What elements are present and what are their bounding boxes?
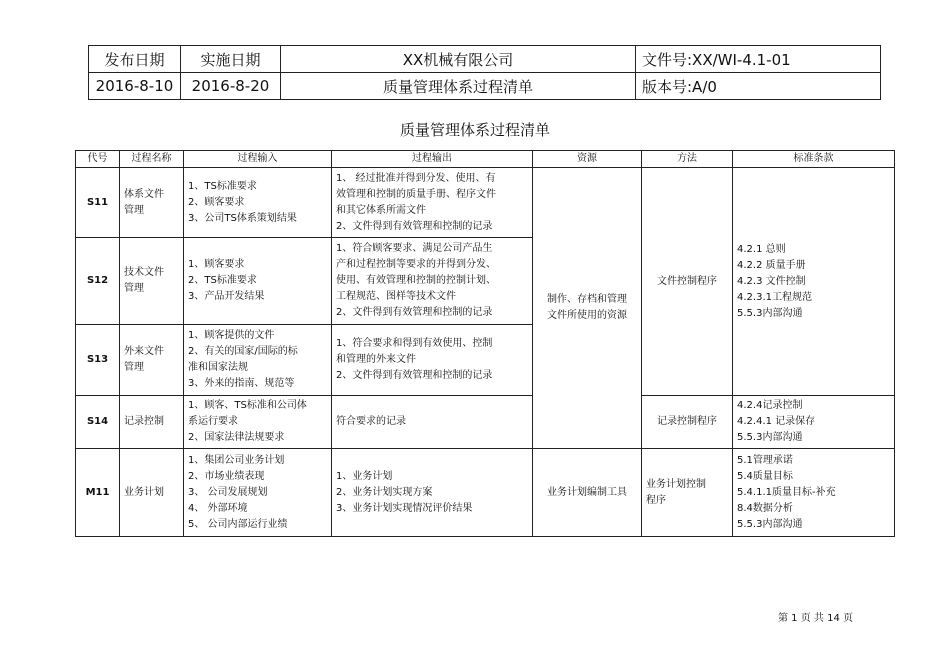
col-clause: 标准条款	[733, 151, 895, 168]
page-number: 第 1 页 共 14 页	[778, 613, 853, 624]
process-code: S11	[76, 168, 120, 238]
clauses-docs: 4.2.1 总则 4.2.2 质量手册 4.2.3 文件控制 4.2.3.1工程规范 5.5.3内部沟通	[733, 168, 895, 396]
col-output: 过程输出	[332, 151, 533, 168]
process-outputs: 1、符合顾客要求、满足公司产品生 产和过程控制等要求的并得到分发、 使用、有效管理和控制的控制计划、 工程规范、图样等技术文件 2、文件得到有效管理和控制的记录	[332, 238, 533, 325]
process-inputs: 1、集团公司业务计划 2、市场业绩表现 3、 公司发展规划 4、 外部环境 5、 公司内部运行业绩	[184, 449, 332, 537]
resource-plan: 业务计划编制工具	[533, 449, 642, 537]
process-inputs: 1、顾客要求 2、TS标准要求 3、产品开发结果	[184, 238, 332, 325]
process-inputs: 1、顾客提供的文件 2、有关的国家/国际的标 准和国家法规 3、外来的指南、规范等	[184, 325, 332, 396]
col-process-name: 过程名称	[120, 151, 184, 168]
process-name: 体系文件 管理	[120, 168, 184, 238]
issue-date-label: 发布日期	[89, 46, 181, 73]
doc-name: 质量管理体系过程清单	[281, 73, 636, 100]
version: 版本号:A/0	[636, 73, 881, 100]
process-outputs: 符合要求的记录	[332, 396, 533, 449]
process-code: M11	[76, 449, 120, 537]
process-name: 业务计划	[120, 449, 184, 537]
table-row	[76, 449, 895, 537]
clauses-record: 4.2.4记录控制 4.2.4.1 记录保存 5.5.3内部沟通	[733, 396, 895, 449]
process-name: 外来文件 管理	[120, 325, 184, 396]
col-input: 过程输入	[184, 151, 332, 168]
document-header	[88, 45, 881, 100]
method-plan-control: 业务计划控制 程序	[642, 449, 733, 537]
table-header-row	[76, 151, 895, 168]
process-code: S13	[76, 325, 120, 396]
process-code: S12	[76, 238, 120, 325]
process-name: 记录控制	[120, 396, 184, 449]
method-record-control: 记录控制程序	[642, 396, 733, 449]
process-outputs: 1、 经过批准并得到分发、使用、有 效管理和控制的质量手册、程序文件 和其它体系所需文件 2、文件得到有效管理和控制的记录	[332, 168, 533, 238]
page-title: 质量管理体系过程清单	[399, 121, 550, 139]
process-outputs: 1、业务计划 2、业务计划实现方案 3、业务计划实现情况评价结果	[332, 449, 533, 537]
col-method: 方法	[642, 151, 733, 168]
issue-date: 2016-8-10	[89, 73, 181, 100]
table-row	[76, 396, 895, 449]
process-inputs: 1、TS标准要求 2、顾客要求 3、公司TS体系策划结果	[184, 168, 332, 238]
resource-docs: 制作、存档和管理 文件所使用的资源	[533, 168, 642, 449]
company-name: XX机械有限公司	[281, 46, 636, 73]
process-table	[75, 150, 895, 537]
impl-date: 2016-8-20	[181, 73, 281, 100]
col-resource: 资源	[533, 151, 642, 168]
table-row	[76, 168, 895, 238]
col-code: 代号	[76, 151, 120, 168]
process-outputs: 1、符合要求和得到有效使用、控制 和管理的外来文件 2、文件得到有效管理和控制的记录	[332, 325, 533, 396]
process-code: S14	[76, 396, 120, 449]
process-inputs: 1、顾客、TS标准和公司体 系运行要求 2、国家法律法规要求	[184, 396, 332, 449]
clauses-plan: 5.1管理承诺 5.4质量目标 5.4.1.1质量目标-补充 8.4数据分析 5.5.3内部沟通	[733, 449, 895, 537]
doc-number: 文件号:XX/WI-4.1-01	[636, 46, 881, 73]
process-name: 技术文件 管理	[120, 238, 184, 325]
impl-date-label: 实施日期	[181, 46, 281, 73]
method-doc-control: 文件控制程序	[642, 168, 733, 396]
